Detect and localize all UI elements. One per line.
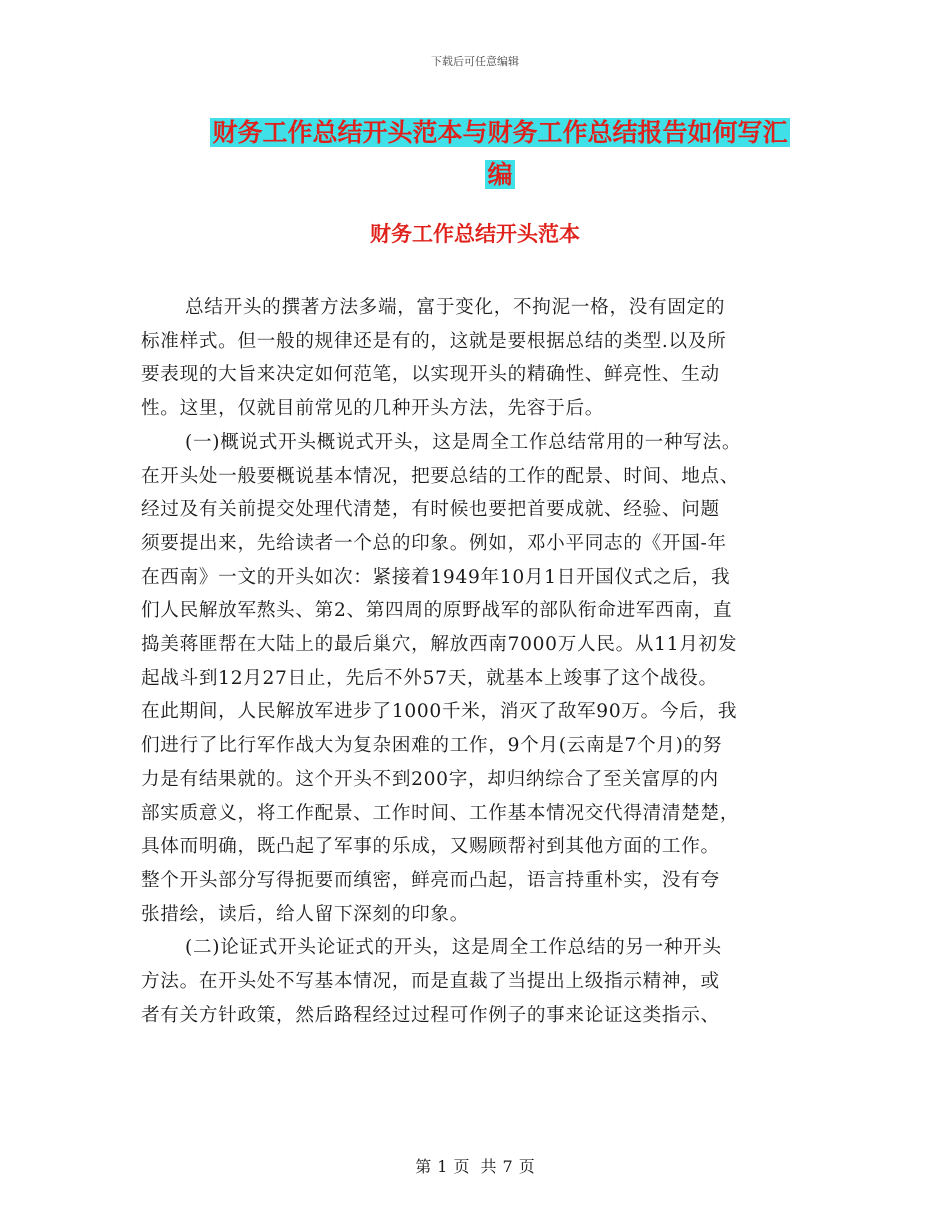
paragraph-line: 部实质意义，将工作配景、工作时间、工作基本情况交代得清清楚楚， (141, 802, 740, 824)
page-footer (0, 1154, 950, 1177)
header-note: 下载后可任意编辑 (431, 55, 519, 68)
paragraph-line: 具体而明确，既凸起了军事的乐成，又赐顾帮衬到其他方面的工作。 (141, 836, 720, 858)
paragraph-line: 方法。在开头处不写基本情况，而是直裁了当提出上级指示精神，或 (141, 971, 720, 993)
paragraph-line: 总结开头的撰著方法多端，富于变化，不拘泥一格，没有固定的 (185, 297, 726, 318)
paragraph-line: 张措绘，读后，给人留下深刻的印象。 (141, 903, 469, 925)
section-heading: 财务工作总结开头范本 (370, 222, 580, 246)
paragraph-line: 捣美蒋匪帮在大陆上的最后巢穴，解放西南7000万人民。从11月初发 (141, 634, 738, 656)
paragraph-line: 在开头处一般要概说基本情况，把要总结的工作的配景、时间、地点、 (141, 465, 740, 487)
footer-label-page: 第 (415, 1157, 432, 1176)
paragraph-line: 在此期间，人民解放军进步了1000千米，消灭了敌军90万。今后，我 (141, 701, 738, 723)
body-text (141, 291, 811, 1032)
paragraph-line: 标准样式。但一般的规律还是有的，这就是要根据总结的类型.以及所 (141, 330, 727, 352)
paragraph-line: 性。这里，仅就目前常见的几种开头方法，先容于后。 (141, 398, 605, 420)
paragraph-line: 起战斗到12月27日止，先后不外57天，就基本上竣事了这个战役。 (141, 667, 718, 689)
footer-label-of: 页 共 (453, 1157, 497, 1176)
paragraph-line: (一)概说式开头概说式开头，这是周全工作总结常用的一种写法。 (185, 431, 742, 453)
paragraph-line: 整个开头部分写得扼要而缜密，鲜亮而凸起，语言持重朴实，没有夸 (141, 869, 720, 891)
paragraph-line: 力是有结果就的。这个开头不到200字，却归纳综合了至关富厚的内 (141, 768, 719, 790)
paragraph-line: 们进行了比行军作战大为复杂困难的工作，9个月(云南是7个月)的努 (141, 735, 723, 757)
paragraph-line: 须要提出来，先给读者一个总的印象。例如，邓小平同志的《开国-年 (141, 532, 727, 554)
paragraph-line: 在西南》一文的开头如次：紧接着1949年10月1日开国仪式之后，我 (141, 566, 731, 588)
paragraph-line: 经过及有关前提交处理代清楚，有时候也要把首要成就、经验、问题 (141, 499, 720, 521)
footer-label-end: 页 (518, 1157, 535, 1176)
title-line-2: 编 (487, 160, 513, 189)
document-title (190, 112, 810, 196)
paragraph-line: 者有关方针政策，然后路程经过过程可作例子的事来论证这类指示、 (141, 1004, 720, 1026)
paragraph-line: 们人民解放军熬头、第2、第四周的原野战军的部队衔命进军西南，直 (141, 600, 733, 622)
paragraph-line: 要表现的大旨来决定如何范笔，以实现开头的精确性、鲜亮性、生动 (141, 364, 720, 386)
page-number: 1 (437, 1157, 448, 1176)
page-total: 7 (502, 1157, 513, 1176)
title-line-1: 财务工作总结开头范本与财务工作总结报告如何写汇 (212, 118, 788, 147)
paragraph-line: (二)论证式开头论证式的开头，这是周全工作总结的另一种开头 (185, 937, 722, 959)
